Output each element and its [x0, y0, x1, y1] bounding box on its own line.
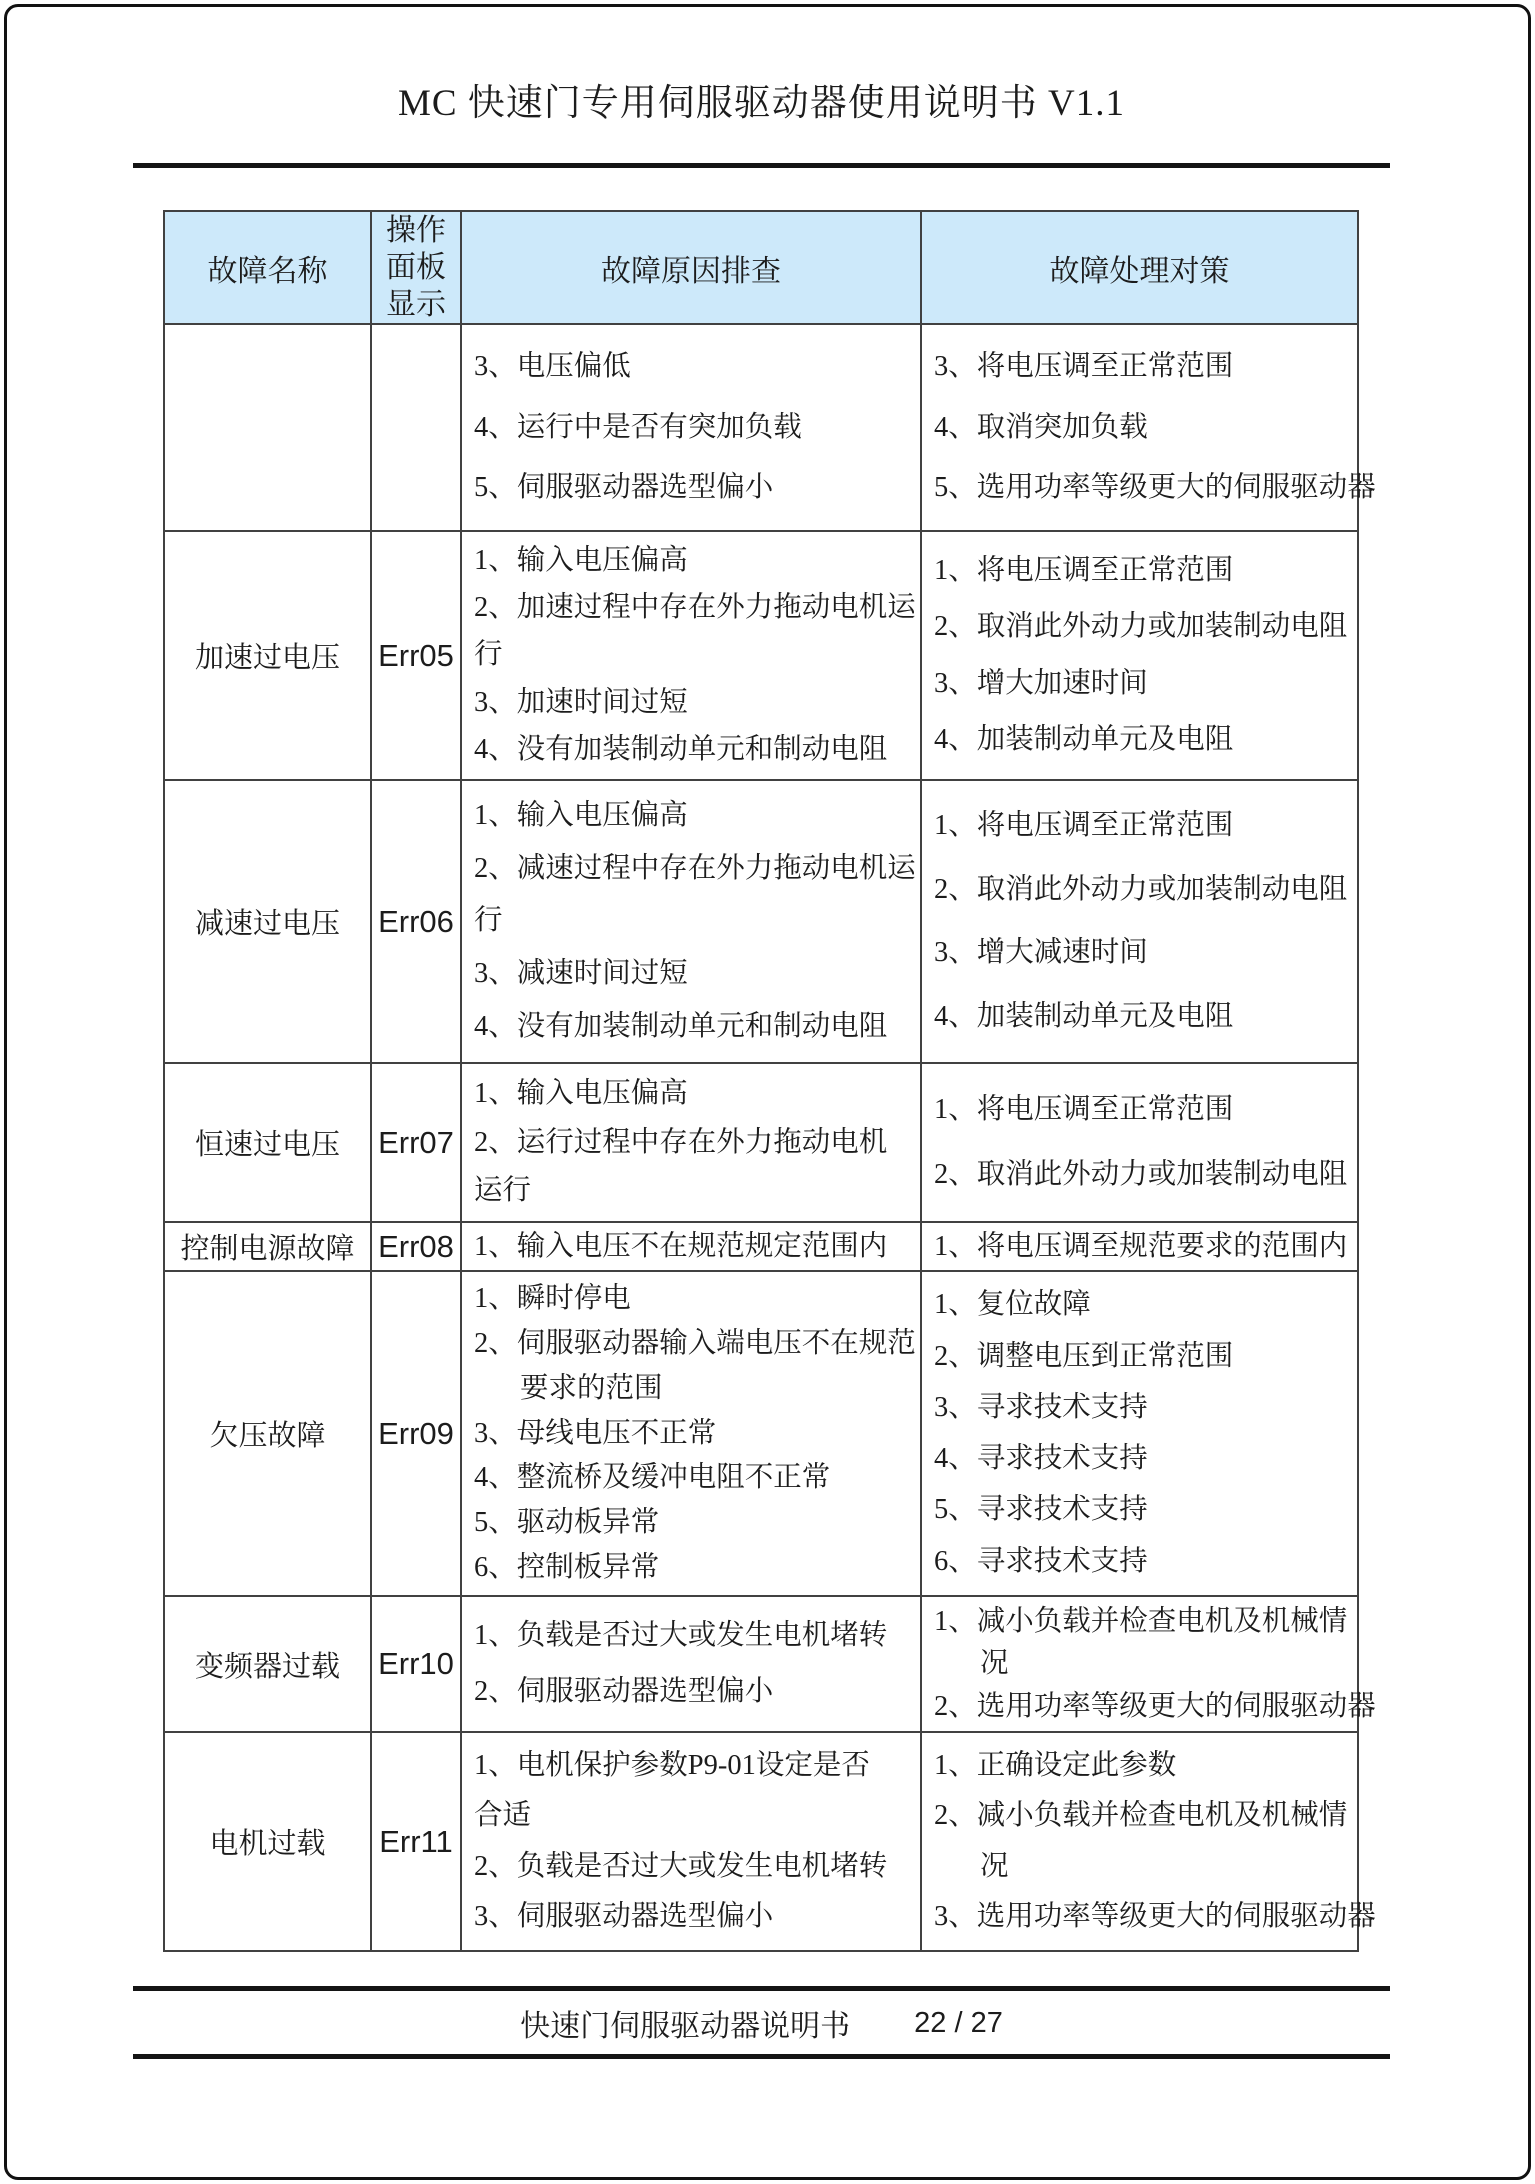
- cause-cell: [462, 1223, 922, 1272]
- table-row: [165, 1223, 1359, 1272]
- panel-code-cell: Err07: [372, 1064, 462, 1223]
- action-line: 3、寻求技术支持: [934, 1391, 1148, 1423]
- action-line: 4、取消突加负载: [934, 411, 1148, 443]
- action-line: 4、寻求技术支持: [934, 1443, 1148, 1475]
- fault-name-cell: [165, 325, 372, 532]
- cause-line: 合适: [474, 1800, 532, 1832]
- cause-line: 2、加速过程中存在外力拖动电机运: [474, 592, 916, 624]
- fault-name-cell: 减速过电压: [165, 781, 372, 1064]
- action-line: 2、取消此外动力或加装制动电阻: [934, 1158, 1348, 1190]
- cause-cell: [462, 1272, 922, 1597]
- panel-code-cell: Err06: [372, 781, 462, 1064]
- panel-code-cell: Err11: [372, 1733, 462, 1952]
- cause-line: 5、伺服驱动器选型偏小: [474, 471, 774, 503]
- panel-code-cell: Err08: [372, 1223, 462, 1272]
- cause-line: 1、输入电压偏高: [474, 1078, 688, 1110]
- cause-line: 行: [474, 905, 503, 937]
- action-cell: [922, 1064, 1359, 1223]
- action-cell: [922, 1223, 1359, 1272]
- action-line: 4、加装制动单元及电阻: [934, 724, 1234, 756]
- page-title: MC 快速门专用伺服驱动器使用说明书 V1.1: [397, 83, 1126, 124]
- table-row: [165, 1064, 1359, 1223]
- cause-line: 2、伺服驱动器输入端电压不在规范: [474, 1327, 916, 1359]
- cause-line: 4、运行中是否有突加负载: [474, 411, 802, 443]
- action-cell: [922, 325, 1376, 532]
- header-divider: [133, 163, 1390, 168]
- table-row: [165, 1272, 1359, 1597]
- action-line: 2、取消此外动力或加装制动电阻: [934, 873, 1348, 905]
- fault-name-cell: 电机过载: [165, 1733, 372, 1952]
- action-line: 2、调整电压到正常范围: [934, 1340, 1234, 1372]
- footer-page-indicator: 22 / 27: [914, 2006, 1003, 2039]
- cause-line: 3、加速时间过短: [474, 686, 688, 718]
- action-line: 2、选用功率等级更大的伺服驱动器: [934, 1690, 1376, 1722]
- cause-cell: [462, 781, 922, 1064]
- action-line: 1、正确设定此参数: [934, 1749, 1177, 1781]
- cause-line: 要求的范围: [520, 1372, 663, 1404]
- fault-name-cell: 控制电源故障: [165, 1223, 372, 1272]
- header-fault-name: 故障名称: [165, 212, 372, 325]
- cause-line: 4、整流桥及缓冲电阻不正常: [474, 1462, 831, 1494]
- cause-line: 1、输入电压不在规范规定范围内: [474, 1230, 888, 1262]
- action-line: 2、减小负载并检查电机及机械情: [934, 1800, 1348, 1832]
- panel-code-cell: Err10: [372, 1597, 462, 1733]
- action-cell: [922, 781, 1359, 1064]
- panel-code-cell: Err09: [372, 1272, 462, 1597]
- cause-line: 1、输入电压偏高: [474, 799, 688, 831]
- table-row: [165, 1597, 1376, 1733]
- cause-cell: [462, 1064, 922, 1223]
- cause-line: 2、伺服驱动器选型偏小: [474, 1676, 774, 1708]
- cause-cell: [462, 1597, 922, 1733]
- fault-name-cell: 变频器过载: [165, 1597, 372, 1733]
- table-header-row: [165, 212, 1359, 325]
- cause-cell: [462, 325, 922, 532]
- cause-line: 2、减速过程中存在外力拖动电机运: [474, 852, 916, 884]
- action-line: 5、选用功率等级更大的伺服驱动器: [934, 471, 1376, 503]
- action-line: 1、复位故障: [934, 1289, 1091, 1321]
- fault-name-cell: 欠压故障: [165, 1272, 372, 1597]
- cause-line: 1、输入电压偏高: [474, 545, 688, 577]
- action-cell: [922, 532, 1359, 781]
- cause-line: 1、瞬时停电: [474, 1282, 631, 1314]
- header-action: 故障处理对策: [922, 212, 1359, 325]
- footer-divider-bottom: [133, 2054, 1390, 2059]
- action-line: 1、将电压调至正常范围: [934, 554, 1234, 586]
- action-line: 1、将电压调至规范要求的范围内: [934, 1230, 1348, 1262]
- action-line: 3、增大减速时间: [934, 937, 1148, 969]
- cause-line: 1、电机保护参数P9-01设定是否: [474, 1749, 870, 1781]
- cause-line: 2、运行过程中存在外力拖动电机: [474, 1126, 888, 1158]
- action-cell: [922, 1597, 1376, 1733]
- header-panel-line: 面板: [386, 251, 446, 284]
- cause-line: 3、减速时间过短: [474, 958, 688, 990]
- header-panel-line: 显示: [386, 288, 446, 321]
- footer-doc-name: 快速门伺服驱动器说明书: [520, 2010, 851, 2043]
- cause-line: 3、伺服驱动器选型偏小: [474, 1901, 774, 1933]
- cause-cell: [462, 532, 922, 781]
- fault-table: [163, 210, 1376, 1952]
- cause-line: 4、没有加装制动单元和制动电阻: [474, 733, 888, 765]
- cause-line: 3、母线电压不正常: [474, 1417, 717, 1449]
- cause-line: 运行: [474, 1174, 532, 1206]
- header-panel-line: 操作: [386, 214, 446, 247]
- table-row: [165, 1733, 1376, 1952]
- footer: [133, 2000, 1390, 2046]
- action-line: 3、选用功率等级更大的伺服驱动器: [934, 1901, 1376, 1933]
- cause-line: 行: [474, 639, 503, 671]
- cause-line: 2、负载是否过大或发生电机堵转: [474, 1850, 888, 1882]
- action-line: 6、寻求技术支持: [934, 1545, 1148, 1577]
- action-line: 3、增大加速时间: [934, 667, 1148, 699]
- cause-line: 5、驱动板异常: [474, 1507, 660, 1539]
- action-cell: [922, 1733, 1376, 1952]
- fault-name-cell: 恒速过电压: [165, 1064, 372, 1223]
- action-cell: [922, 1272, 1359, 1597]
- header-panel-display: [372, 212, 462, 325]
- action-line: 1、减小负载并检查电机及机械情: [934, 1605, 1348, 1637]
- table-row: [165, 325, 1376, 532]
- action-line: 况: [980, 1648, 1009, 1679]
- action-line: 1、将电压调至正常范围: [934, 1094, 1234, 1126]
- cause-line: 4、没有加装制动单元和制动电阻: [474, 1011, 888, 1043]
- footer-divider-top: [133, 1986, 1390, 1991]
- action-line: 况: [980, 1850, 1009, 1882]
- action-line: 2、取消此外动力或加装制动电阻: [934, 611, 1348, 643]
- cause-line: 3、电压偏低: [474, 351, 631, 383]
- panel-code-cell: Err05: [372, 532, 462, 781]
- action-line: 3、将电压调至正常范围: [934, 351, 1234, 383]
- cause-line: 6、控制板异常: [474, 1552, 660, 1584]
- action-line: 4、加装制动单元及电阻: [934, 1000, 1234, 1032]
- fault-name-cell: 加速过电压: [165, 532, 372, 781]
- table-body: [165, 325, 1376, 1952]
- action-line: 5、寻求技术支持: [934, 1494, 1148, 1526]
- header-cause: 故障原因排查: [462, 212, 922, 325]
- cause-line: 1、负载是否过大或发生电机堵转: [474, 1619, 888, 1651]
- panel-code-cell: [372, 325, 462, 532]
- cause-cell: [462, 1733, 922, 1952]
- table-row: [165, 781, 1359, 1064]
- action-line: 1、将电压调至正常范围: [934, 810, 1234, 842]
- table-row: [165, 532, 1359, 781]
